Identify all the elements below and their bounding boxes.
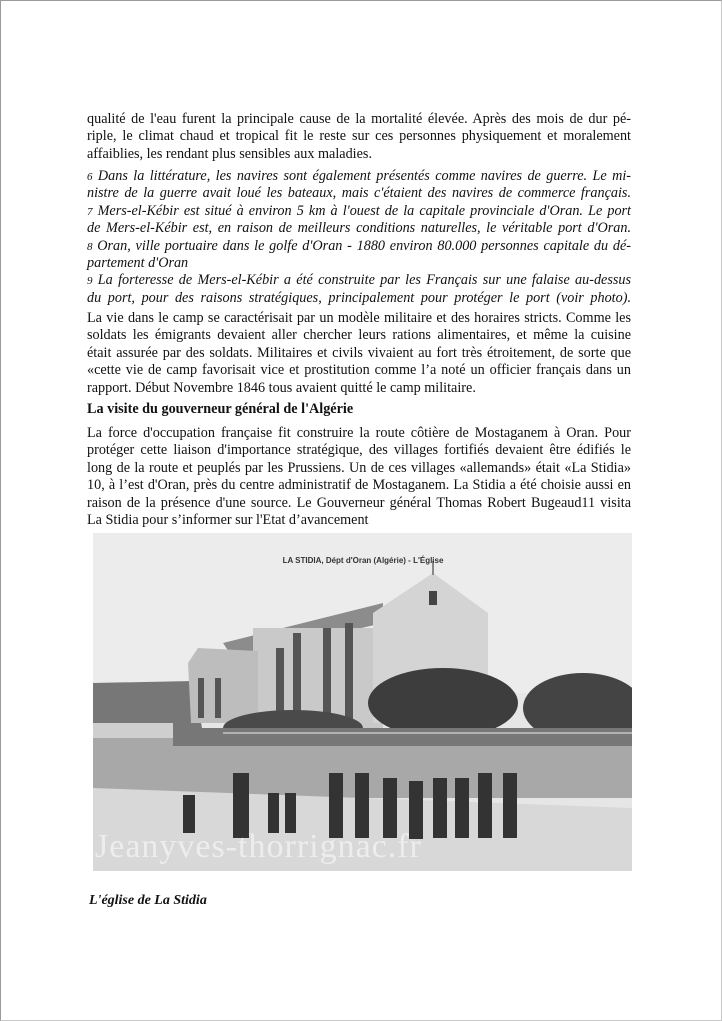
text-line: Dans la littérature, les navires sont également présentés comme navires de guerre. Le mi- bbox=[97, 168, 631, 184]
text-line: long de la route et peuplés par les Prussiens. Un de ces villages «allemands» était «La Stidia» bbox=[87, 459, 631, 476]
watermark: Jeanyves-thorrignac.fr bbox=[95, 828, 422, 865]
section-heading: La visite du gouverneur général de l'Algérie bbox=[87, 401, 354, 417]
paragraph-la-stidia bbox=[87, 425, 631, 529]
text-line: Oran, ville portuaire dans le golfe d'Oran - 1880 environ 80.000 personnes capitale du dé- bbox=[97, 237, 632, 254]
text-line: qualité de l'eau furent la principale cause de la mortalité élevée. Après des mois de dur pé- bbox=[87, 111, 631, 127]
text-line: affaiblies, les rendant plus sensibles aux maladies. bbox=[87, 145, 372, 162]
text-line: rapport. Début Novembre 1846 tous avaient quitté le camp militaire. bbox=[87, 379, 476, 396]
footnote-9 bbox=[87, 272, 631, 289]
footnote-7 bbox=[87, 203, 631, 220]
paragraph-mortality bbox=[87, 111, 631, 163]
text-line: raison de la présence d'une source. Le Gouverneur général Thomas Robert Bugeaud11 visita bbox=[87, 494, 631, 511]
text-line: Mers-el-Kébir est situé à environ 5 km à l'ouest de la capitale provinciale d'Oran. Le port bbox=[97, 202, 632, 219]
footnote-number: 6 bbox=[87, 171, 93, 183]
footnote-number: 8 bbox=[87, 240, 93, 253]
text-line: était assurée par des soldats. Militaires et civils vivaient au fort très étroitement, de sorte que bbox=[87, 344, 631, 361]
church-photo bbox=[93, 533, 632, 871]
text-line: du port, pour des raisons stratégiques, principalement pour protéger le port (voir photo). bbox=[87, 289, 631, 306]
text-line: La Stidia pour s’informer sur l'Etat d’avancement bbox=[87, 511, 369, 528]
text-line: nistre de la guerre avait loué les bateaux, mais c'étaient des navires de commerce français. bbox=[87, 185, 631, 202]
paragraph-camp-life bbox=[87, 310, 631, 397]
text-line: riple, le climat chaud et tropical fit le reste sur ces personnes physiquement et moralement bbox=[87, 128, 631, 145]
postcard-title: LA STIDIA, Dépt d'Oran (Algérie) - L'Église bbox=[282, 556, 444, 565]
footnote-number: 7 bbox=[87, 205, 93, 218]
text-line: soldats les émigrants devaient aller chercher leurs rations alimentaires, et même la cuisine bbox=[87, 327, 631, 344]
text-line: La vie dans le camp se caractérisait par un modèle militaire et des horaires stricts. Comme les bbox=[87, 310, 631, 326]
text-line: La force d'occupation française fit construire la route côtière de Mostaganem à Oran. Pour bbox=[87, 425, 631, 441]
text-line: de Mers-el-Kébir est, en raison de meilleurs conditions naturelles, le véritable port d'Oran. bbox=[87, 220, 631, 237]
footnote-number: 9 bbox=[87, 275, 93, 288]
text-line: «cette vie de camp favorisait vice et prostitution comme l’a noté un officier français dans un bbox=[87, 362, 631, 379]
text-line: La forteresse de Mers-el-Kébir a été construite par les Français sur une falaise au-dessus bbox=[97, 272, 632, 289]
text-line: protéger cette liaison d'importance stratégique, des villages fortifiés devaient être édifiés le bbox=[87, 442, 631, 459]
footnotes bbox=[87, 168, 631, 307]
footnote-8 bbox=[87, 238, 631, 255]
text-line: partement d'Oran bbox=[87, 254, 189, 271]
footnote-6 bbox=[87, 168, 631, 185]
photo-caption: L'église de La Stidia bbox=[89, 893, 207, 908]
text-line: 10, à l’est d'Oran, près du centre administratif de Mostaganem. La Stidia a été choisie aussi en bbox=[87, 477, 631, 494]
